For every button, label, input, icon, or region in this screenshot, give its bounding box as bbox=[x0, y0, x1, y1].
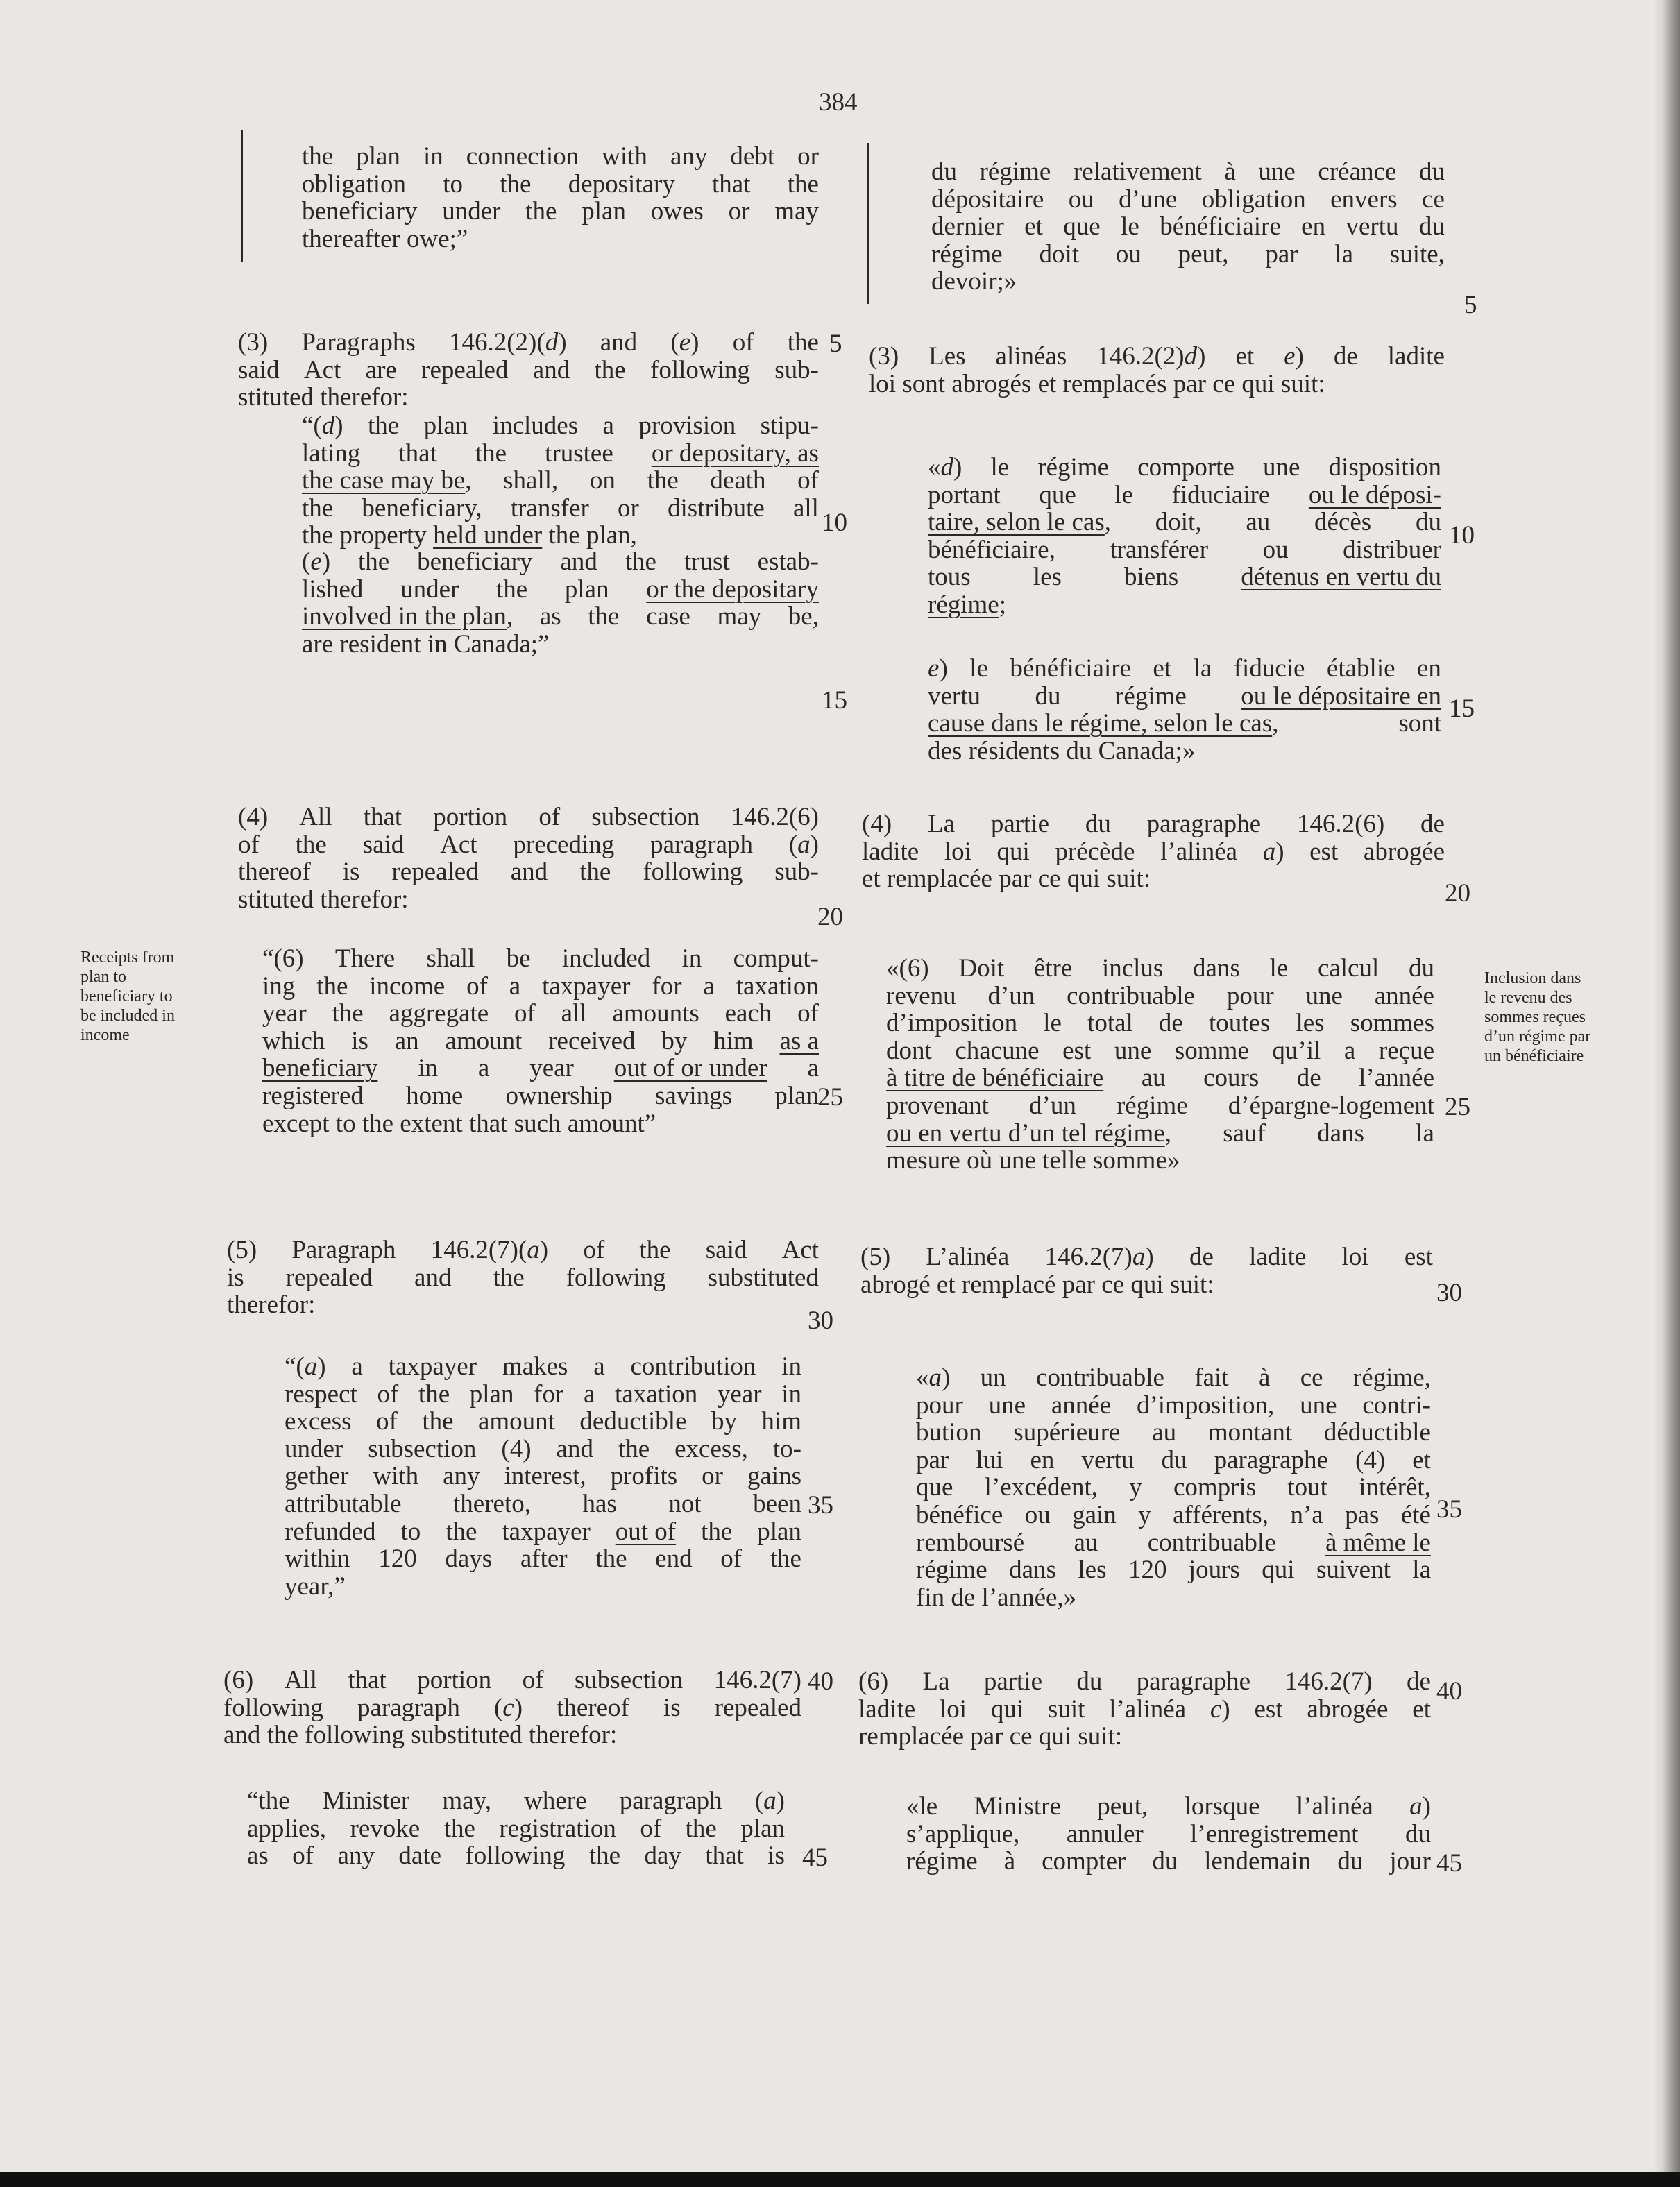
line-number: 5 bbox=[829, 330, 842, 358]
text-line: ladite loi qui précède l’alinéa a) est abrogée bbox=[862, 837, 1445, 866]
fr-paragraph-e bbox=[928, 655, 1441, 765]
underlined-amendment: out of or under bbox=[613, 1054, 767, 1083]
line-number: 10 bbox=[822, 509, 847, 537]
underlined-amendment: the case may be bbox=[302, 466, 466, 495]
text-line: d’imposition le total de toutes les sommes bbox=[886, 1009, 1434, 1038]
en-clause-tail bbox=[302, 143, 819, 253]
text-line: (3) Les alinéas 146.2(2)d) et e) de ladite bbox=[869, 342, 1445, 371]
change-bar-left bbox=[241, 130, 243, 262]
line-number: 45 bbox=[1436, 1849, 1462, 1878]
line-number: 40 bbox=[1436, 1677, 1462, 1705]
en-paragraph-e bbox=[302, 548, 819, 658]
line-number: 5 bbox=[1464, 291, 1477, 319]
text-line: stituted therefor: bbox=[238, 885, 409, 914]
italic-letter: d bbox=[321, 411, 335, 440]
change-bar-right bbox=[867, 143, 869, 304]
margin-note-en: Receipts from plan to beneficiary to be included in income bbox=[80, 948, 175, 1044]
text-line: therefor: bbox=[227, 1291, 316, 1320]
en-subsection-5 bbox=[227, 1236, 819, 1319]
underlined-amendment: cause dans le régime, selon le cas bbox=[928, 709, 1273, 738]
line-number: 40 bbox=[808, 1667, 833, 1696]
text-line: involved in the plan, as the case may be, bbox=[302, 602, 819, 631]
text-line: régime dans les 120 jours qui suivent la bbox=[916, 1556, 1431, 1585]
line-number: 20 bbox=[817, 903, 843, 931]
text-line: of the said Act preceding paragraph (a) bbox=[238, 830, 819, 859]
text-line: taire, selon le cas, doit, au décès du bbox=[928, 508, 1441, 537]
underlined-amendment: ou le déposi- bbox=[1308, 480, 1441, 509]
text-line: (5) L’alinéa 146.2(7)a) de ladite loi est bbox=[860, 1243, 1433, 1271]
text-line: e) le bénéficiaire et la fiducie établie en bbox=[928, 654, 1441, 683]
text-line: lished under the plan or the depositary bbox=[302, 575, 819, 604]
underlined-amendment: or the depositary bbox=[646, 575, 819, 604]
text-line: «(6) Doit être inclus dans le calcul du bbox=[886, 954, 1434, 982]
text-line: «d) le régime comporte une disposition bbox=[928, 453, 1441, 482]
fr-subsection-3 bbox=[869, 343, 1445, 398]
text-line: mesure où une telle somme» bbox=[886, 1146, 1180, 1175]
text-line: are resident in Canada;” bbox=[302, 629, 550, 658]
italic-letter: c bbox=[1210, 1694, 1222, 1724]
italic-letter: e bbox=[310, 547, 322, 576]
text-line: «a) un contribuable fait à ce régime, bbox=[916, 1363, 1431, 1392]
text-line: obligation to the depositary that the bbox=[302, 169, 819, 198]
underlined-amendment: beneficiary bbox=[262, 1054, 378, 1083]
text-line: except to the extent that such amount” bbox=[262, 1109, 656, 1138]
text-line: cause dans le régime, selon le cas, sont bbox=[928, 709, 1441, 738]
italic-letter: a bbox=[527, 1236, 540, 1264]
text-line: registered home ownership savings plan bbox=[262, 1081, 819, 1110]
italic-letter: a bbox=[797, 830, 811, 859]
line-number: 15 bbox=[822, 686, 847, 715]
text-line: tous les biens détenus en vertu du bbox=[928, 563, 1441, 592]
text-line: respect of the plan for a taxation year in bbox=[285, 1379, 801, 1409]
text-line: (e) the beneficiary and the trust estab- bbox=[302, 547, 819, 576]
text-line: thereof is repealed and the following sub- bbox=[238, 858, 819, 887]
text-line: “the Minister may, where paragraph (a) bbox=[247, 1787, 785, 1815]
underlined-amendment: détenus en vertu du bbox=[1241, 563, 1441, 592]
text-line: excess of the amount deductible by him bbox=[285, 1407, 801, 1436]
text-line: said Act are repealed and the following sub- bbox=[238, 355, 819, 384]
italic-letter: c bbox=[502, 1693, 514, 1722]
italic-letter: a bbox=[1262, 837, 1276, 866]
text-line: «le Ministre peut, lorsque l’alinéa a) bbox=[906, 1792, 1431, 1821]
text-line: abrogé et remplacé par ce qui suit: bbox=[860, 1270, 1214, 1299]
text-line: à titre de bénéficiaire au cours de l’année bbox=[886, 1064, 1434, 1093]
text-line: stituted therefor: bbox=[238, 383, 409, 412]
text-line: ladite loi qui suit l’alinéa c) est abrogée et bbox=[858, 1694, 1431, 1724]
text-line: portant que le fiduciaire ou le déposi- bbox=[928, 480, 1441, 509]
italic-letter: e bbox=[679, 328, 691, 357]
line-number: 10 bbox=[1449, 521, 1475, 550]
underlined-amendment: held under bbox=[433, 521, 543, 550]
text-line: dont chacune est une somme qu’il a reçue bbox=[886, 1036, 1434, 1065]
text-line: which is an amount received by him as a bbox=[262, 1026, 819, 1055]
fr-paragraph-d bbox=[928, 454, 1441, 619]
text-line: lating that the trustee or depositary, as bbox=[302, 439, 819, 468]
text-line: year,” bbox=[285, 1572, 346, 1601]
text-line: vertu du régime ou le dépositaire en bbox=[928, 681, 1441, 710]
text-line: des résidents du Canada;» bbox=[928, 736, 1196, 765]
italic-letter: d bbox=[545, 328, 559, 357]
en-paragraph-a bbox=[285, 1353, 801, 1600]
underlined-amendment: à même le bbox=[1325, 1528, 1431, 1557]
text-line: is repealed and the following substituted bbox=[227, 1263, 819, 1292]
italic-letter: a bbox=[763, 1787, 777, 1815]
text-line: ing the income of a taxpayer for a taxation bbox=[262, 971, 819, 1001]
text-line: du régime relativement à une créance du bbox=[931, 158, 1445, 186]
underlined-amendment: involved in the plan bbox=[302, 602, 507, 631]
text-line: par lui en vertu du paragraphe (4) et bbox=[916, 1445, 1431, 1474]
text-line: refunded to the taxpayer out of the plan bbox=[285, 1517, 801, 1546]
text-line: provenant d’un régime d’épargne-logement bbox=[886, 1091, 1434, 1120]
fr-subsection-6 bbox=[886, 955, 1434, 1175]
text-line: “(d) the plan includes a provision stipu- bbox=[302, 411, 819, 440]
text-line: dépositaire ou d’une obligation envers ce bbox=[931, 185, 1445, 214]
line-number: 15 bbox=[1449, 695, 1475, 723]
text-line: remplacée par ce qui suit: bbox=[858, 1722, 1123, 1751]
page-edge-shadow bbox=[1654, 0, 1680, 2187]
text-line: year the aggregate of all amounts each of bbox=[262, 999, 819, 1028]
text-line: bénéfice ou gain y afférents, n’a pas été bbox=[916, 1500, 1431, 1529]
text-line: pour une année d’imposition, une contri- bbox=[916, 1390, 1431, 1420]
underlined-amendment: ou en vertu d’un tel régime bbox=[886, 1118, 1165, 1148]
underlined-amendment: régime bbox=[928, 590, 999, 619]
text-line: gether with any interest, profits or gains bbox=[285, 1462, 801, 1491]
en-paragraph-d bbox=[302, 412, 819, 550]
line-number: 45 bbox=[802, 1844, 828, 1872]
text-line: régime doit ou peut, par la suite, bbox=[931, 239, 1445, 269]
text-line: régime à compter du lendemain du jour bbox=[906, 1847, 1431, 1876]
text-line: and the following substituted therefor: bbox=[223, 1721, 618, 1750]
text-line: the beneficiary, transfer or distribute all bbox=[302, 493, 819, 522]
underlined-amendment: or depositary, as bbox=[651, 439, 819, 468]
text-line: thereafter owe;” bbox=[302, 224, 468, 253]
text-line: fin de l’année,» bbox=[916, 1583, 1077, 1612]
text-line: under subsection (4) and the excess, to- bbox=[285, 1434, 801, 1463]
line-number: 25 bbox=[1445, 1093, 1470, 1121]
underlined-amendment: out of bbox=[615, 1517, 677, 1546]
italic-letter: a bbox=[304, 1352, 318, 1381]
underlined-amendment: à titre de bénéficiaire bbox=[886, 1064, 1104, 1093]
text-line: (3) Paragraphs 146.2(2)(d) and (e) of the bbox=[238, 328, 819, 357]
fr-minister-clause bbox=[906, 1793, 1431, 1875]
margin-note-fr: Inclusion dans le revenu des sommes reçues d’un régime par un bénéficiaire bbox=[1484, 969, 1591, 1065]
fr-subsection-4 bbox=[862, 810, 1445, 893]
text-line: “(6) There shall be included in comput- bbox=[262, 944, 819, 973]
en-subsection-4 bbox=[238, 803, 819, 913]
text-line: dernier et que le bénéficiaire en vertu du bbox=[931, 212, 1445, 241]
en-subsection-3 bbox=[238, 329, 819, 411]
text-line: following paragraph (c) thereof is repealed bbox=[223, 1693, 801, 1722]
text-line: “(a) a taxpayer makes a contribution in bbox=[285, 1352, 801, 1381]
text-line: beneficiary under the plan owes or may bbox=[302, 197, 819, 226]
text-line: que l’excédent, y compris tout intérêt, bbox=[916, 1473, 1431, 1502]
text-line: (5) Paragraph 146.2(7)(a) of the said Act bbox=[227, 1236, 819, 1264]
text-line: (6) All that portion of subsection 146.2(7) bbox=[223, 1666, 801, 1694]
text-line: devoir;» bbox=[931, 267, 1017, 296]
fr-subsection-6b bbox=[858, 1668, 1431, 1751]
scan-border bbox=[0, 2172, 1680, 2187]
text-line: (6) La partie du paragraphe 146.2(7) de bbox=[858, 1667, 1431, 1696]
text-line: ou en vertu d’un tel régime, sauf dans la bbox=[886, 1118, 1434, 1148]
text-line: the case may be, shall, on the death of bbox=[302, 466, 819, 495]
text-line: the property held under the plan, bbox=[302, 521, 637, 550]
text-line: (4) La partie du paragraphe 146.2(6) de bbox=[862, 810, 1445, 838]
italic-letter: e bbox=[1284, 342, 1296, 371]
page-number: 384 bbox=[819, 88, 858, 117]
en-subsection-6 bbox=[262, 945, 819, 1137]
text-line: loi sont abrogés et remplacés par ce qui suit: bbox=[869, 369, 1325, 398]
text-line: (4) All that portion of subsection 146.2(6) bbox=[238, 803, 819, 831]
text-line: the plan in connection with any debt or bbox=[302, 142, 819, 171]
en-minister-clause bbox=[247, 1787, 785, 1870]
line-number: 35 bbox=[808, 1491, 833, 1520]
line-number: 20 bbox=[1445, 879, 1470, 908]
fr-clause-tail bbox=[931, 158, 1445, 296]
text-line: applies, revoke the registration of the plan bbox=[247, 1814, 785, 1843]
text-line: s’applique, annuler l’enregistrement du bbox=[906, 1819, 1431, 1848]
underlined-amendment: ou le dépositaire en bbox=[1241, 681, 1441, 710]
text-line: et remplacée par ce qui suit: bbox=[862, 865, 1151, 894]
italic-letter: d bbox=[940, 453, 953, 482]
text-line: bénéficiaire, transférer ou distribuer bbox=[928, 535, 1441, 564]
line-number: 30 bbox=[1436, 1279, 1462, 1307]
underlined-amendment: as a bbox=[779, 1026, 819, 1055]
italic-letter: a bbox=[928, 1363, 942, 1392]
text-line: remboursé au contribuable à même le bbox=[916, 1528, 1431, 1557]
line-number: 35 bbox=[1436, 1495, 1462, 1524]
text-line: bution supérieure au montant déductible bbox=[916, 1418, 1431, 1447]
en-subsection-6b bbox=[223, 1667, 801, 1749]
italic-letter: d bbox=[1184, 342, 1198, 371]
underlined-amendment: taire, selon le cas bbox=[928, 508, 1105, 537]
fr-subsection-5 bbox=[860, 1243, 1433, 1298]
fr-paragraph-a bbox=[916, 1364, 1431, 1611]
text-line: revenu d’un contribuable pour une année bbox=[886, 981, 1434, 1010]
text-line: as of any date following the day that is bbox=[247, 1841, 785, 1871]
text-line: régime; bbox=[928, 590, 1007, 619]
line-number: 25 bbox=[817, 1083, 843, 1112]
italic-letter: a bbox=[1409, 1792, 1423, 1821]
italic-letter: e bbox=[928, 654, 940, 683]
text-line: within 120 days after the end of the bbox=[285, 1544, 801, 1574]
text-line: beneficiary in a year out of or under a bbox=[262, 1054, 819, 1083]
text-line: attributable thereto, has not been bbox=[285, 1489, 801, 1518]
italic-letter: a bbox=[1132, 1243, 1146, 1271]
line-number: 30 bbox=[808, 1307, 833, 1335]
